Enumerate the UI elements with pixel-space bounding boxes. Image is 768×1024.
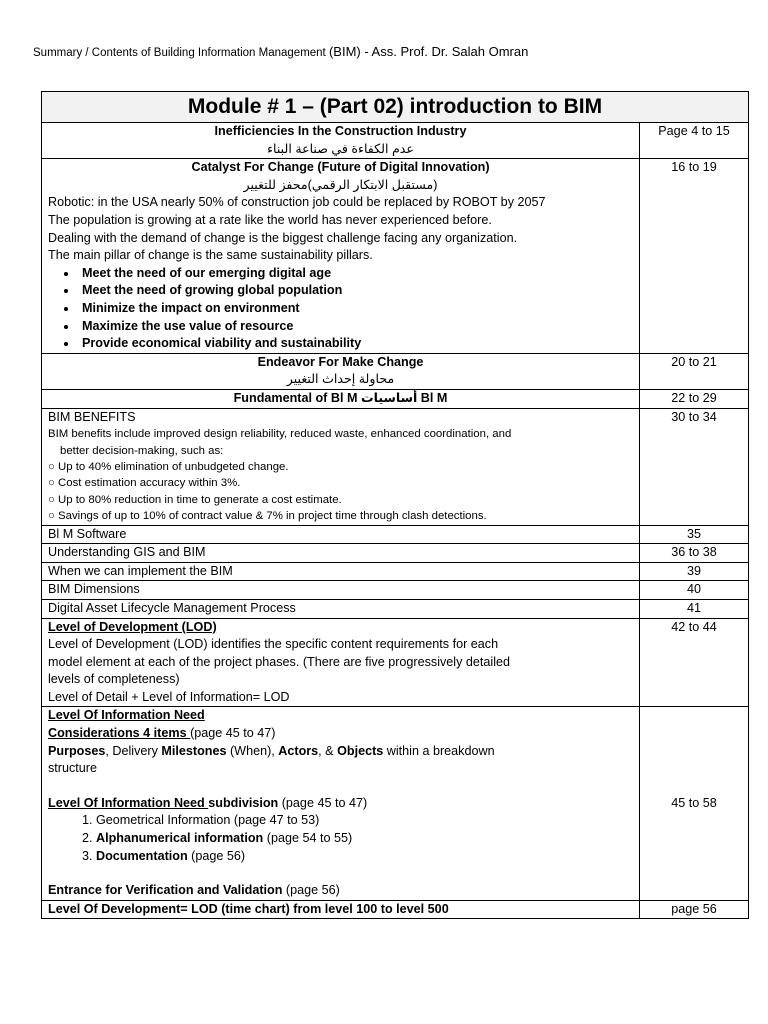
- row-pages: 39: [640, 562, 749, 581]
- benefit-item: ○ Up to 40% elimination of unbudgeted change.: [48, 460, 289, 473]
- row-inefficiencies: [42, 123, 749, 159]
- module-title: Module # 1 – (Part 02) introduction to BIM: [42, 92, 749, 123]
- fundamental-heading: Fundamental of Bl M أساسيات Bl M: [42, 389, 640, 408]
- inefficiencies-pages: Page 4 to 15: [640, 123, 749, 159]
- entrance-label: Entrance for Verification and Validation: [48, 883, 283, 898]
- item-label: Geometrical Information: [96, 813, 231, 828]
- bullet-item: • Meet the need of our emerging digital age: [78, 265, 633, 283]
- bullet-item: • Maximize the use value of resource: [78, 318, 633, 336]
- loin-heading: Level Of Information Need: [48, 708, 205, 723]
- lod-line: Level of Development (LOD) identifies the specific content requirements for each: [48, 637, 499, 652]
- subdivision-pages: (page 45 to 47): [278, 795, 368, 810]
- row-label: Bl M Software: [42, 525, 640, 544]
- loin-considerations: [48, 725, 633, 743]
- objects-text: Objects: [337, 743, 384, 758]
- row-pages: 35: [640, 525, 749, 544]
- catalyst-bullets: [48, 265, 633, 353]
- row-gis: [42, 544, 749, 563]
- item-label: Documentation: [96, 848, 188, 863]
- row-endeavor: [42, 353, 749, 389]
- loin-items-line: [48, 743, 633, 761]
- loin-entrance: [48, 882, 633, 900]
- lod-pages: 42 to 44: [640, 618, 749, 707]
- endeavor-arabic: محاولة إحداث التغيير: [286, 372, 395, 387]
- loin-pages: 45 to 58: [640, 707, 749, 900]
- lod-chart-label: Level Of Development= LOD (time chart) from level 100 to level 500: [42, 900, 640, 919]
- loin-subdivision: [48, 795, 633, 813]
- contents-table: [41, 91, 749, 919]
- subdivision-item: [96, 812, 633, 830]
- within-text: within a breakdown: [383, 743, 495, 758]
- subdivision-item: [96, 830, 633, 848]
- benefits-intro: BIM benefits include improved design reliability, reduced waste, enhanced coordination, and: [48, 428, 512, 441]
- item-pages: (page 47 to 53): [230, 813, 320, 828]
- benefit-item: ○ Up to 80% reduction in time to generate a cost estimate.: [48, 493, 342, 506]
- row-fundamental: [42, 389, 749, 408]
- lod-line: Level of Detail + Level of Information= LOD: [48, 689, 290, 704]
- entrance-pages: (page 56): [282, 883, 340, 898]
- considerations-pages: (page 45 to 47): [190, 726, 276, 741]
- row-dimensions: [42, 581, 749, 600]
- row-label: Understanding GIS and BIM: [42, 544, 640, 563]
- catalyst-pages: 16 to 19: [640, 159, 749, 354]
- benefits-pages: 30 to 34: [640, 408, 749, 525]
- header-prefix: Summary / Contents of Building Information Management: [33, 47, 329, 59]
- catalyst-line: Robotic: in the USA nearly 50% of construction job could be replaced by ROBOT by 2057: [48, 195, 546, 210]
- row-lod: [42, 618, 749, 707]
- page-header: [33, 44, 528, 59]
- milestones-text: Milestones: [161, 743, 227, 758]
- catalyst-line: Dealing with the demand of change is the biggest challenge facing any organization.: [48, 230, 518, 245]
- subdivision-underlined: Level Of Information Need: [48, 795, 209, 810]
- row-implement: [42, 562, 749, 581]
- header-suffix: (BIM) - Ass. Prof. Dr. Salah Omran: [328, 44, 529, 59]
- inefficiencies-heading: Inefficiencies In the Construction Industry: [214, 124, 467, 138]
- catalyst-line: The population is growing at a rate like the world has never experienced before.: [48, 212, 492, 227]
- row-lod-chart: [42, 900, 749, 919]
- bullet-item: • Meet the need of growing global population: [78, 282, 633, 300]
- endeavor-pages: 20 to 21: [640, 353, 749, 389]
- row-lifecycle: [42, 599, 749, 618]
- lod-line: model element at each of the project phases. (There are five progressively detailed: [48, 654, 511, 669]
- row-pages: 36 to 38: [640, 544, 749, 563]
- catalyst-heading: Catalyst For Change (Future of Digital Innovation): [191, 160, 490, 175]
- subdivision-bold: subdivision: [208, 795, 279, 810]
- bullet-item: • Provide economical viability and sustainability: [78, 335, 633, 353]
- lod-heading: Level of Development (LOD): [48, 619, 217, 634]
- when-text: (When),: [226, 743, 279, 758]
- row-pages: 41: [640, 599, 749, 618]
- catalyst-arabic: (مستقبل الابتكار الرقمي)محفز للتغيير: [243, 177, 438, 192]
- delivery-text: , Delivery: [105, 743, 162, 758]
- item-label: Alphanumerical information: [96, 831, 264, 846]
- benefits-intro-cont: better decision-making, such as:: [60, 444, 224, 457]
- endeavor-heading: Endeavor For Make Change: [257, 354, 424, 369]
- amp-text: , &: [318, 743, 338, 758]
- subdivision-list: [48, 812, 633, 865]
- benefit-item: ○ Cost estimation accuracy within 3%.: [48, 477, 241, 490]
- loin-structure: structure: [48, 761, 97, 776]
- actors-text: Actors: [278, 743, 319, 758]
- fundamental-pages: 22 to 29: [640, 389, 749, 408]
- considerations-label: Considerations 4 items: [48, 726, 191, 741]
- row-benefits: [42, 408, 749, 525]
- item-pages: (page 56): [187, 848, 246, 863]
- row-label: When we can implement the BIM: [42, 562, 640, 581]
- row-label: BIM Dimensions: [42, 581, 640, 600]
- row-catalyst: [42, 159, 749, 354]
- benefit-item: ○ Savings of up to 10% of contract value & 7% in project time through clash detections.: [48, 510, 487, 523]
- item-pages: (page 54 to 55): [263, 831, 353, 846]
- benefits-heading: BIM BENEFITS: [48, 409, 136, 424]
- subdivision-item: [96, 848, 633, 866]
- lod-chart-pages: page 56: [640, 900, 749, 919]
- catalyst-line: The main pillar of change is the same sustainability pillars.: [48, 248, 373, 263]
- row-pages: 40: [640, 581, 749, 600]
- row-software: [42, 525, 749, 544]
- lod-line: levels of completeness): [48, 672, 180, 687]
- purposes-text: Purposes: [48, 743, 106, 758]
- inefficiencies-arabic: عدم الكفاءة في صناعة البناء: [267, 141, 414, 156]
- row-label: Digital Asset Lifecycle Management Process: [42, 599, 640, 618]
- row-loin: [42, 707, 749, 900]
- bullet-item: • Minimize the impact on environment: [78, 300, 633, 318]
